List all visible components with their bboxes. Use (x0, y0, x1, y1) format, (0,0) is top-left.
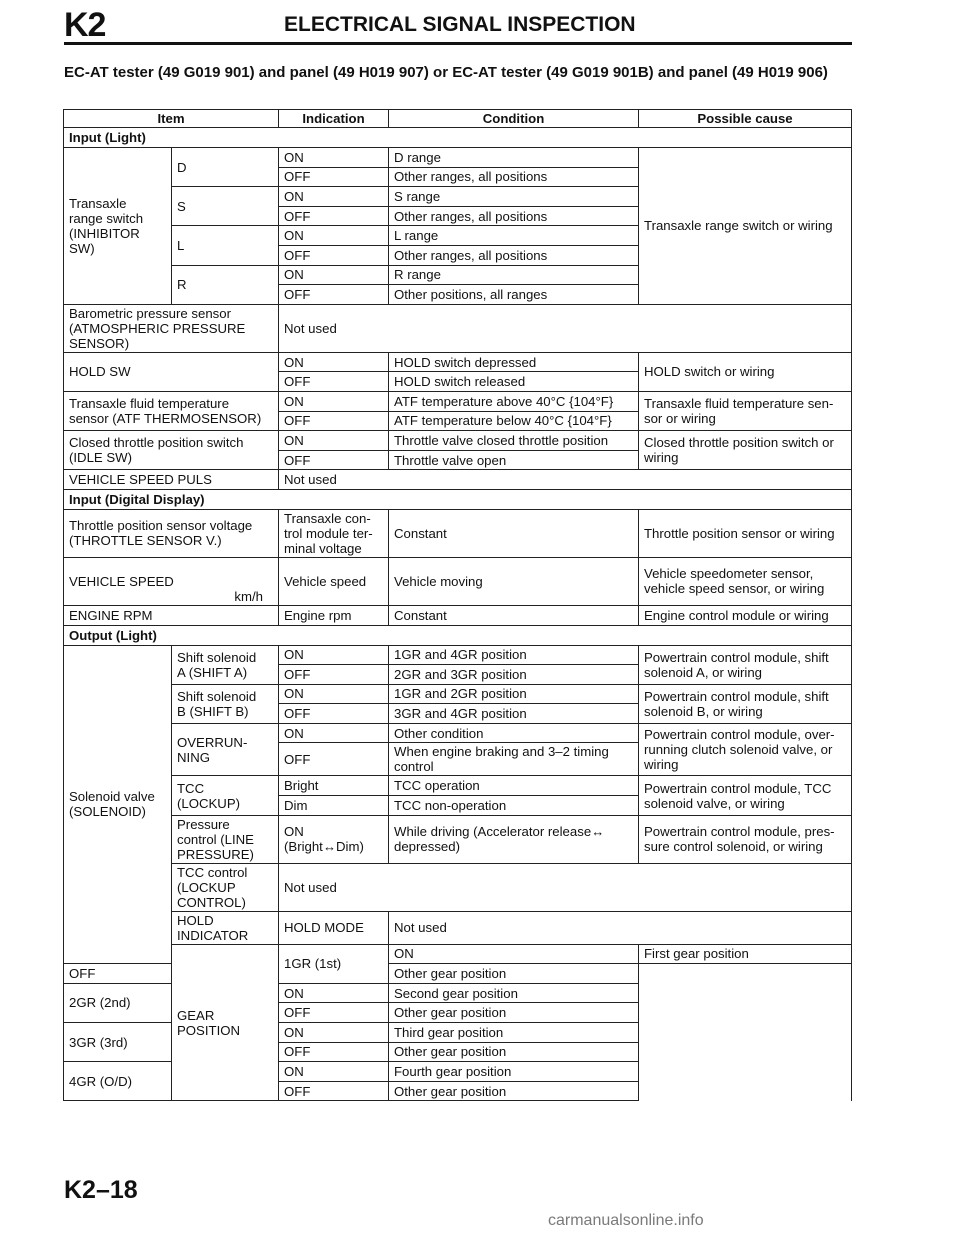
condition-cell: Other gear position (389, 1042, 639, 1062)
table-row (64, 605, 852, 625)
condition-cell: Fourth gear position (389, 1062, 639, 1082)
condition-cell: R range (389, 265, 639, 285)
item-name: Throttle position sensor voltage (THROTTLE SENSOR V.) (64, 509, 279, 557)
sub-item: 3GR (3rd) (64, 1023, 172, 1062)
sub-item: TCC (LOCKUP) (172, 776, 279, 815)
col-condition: Condition (389, 110, 639, 128)
indication-cell: Bright (279, 776, 389, 796)
table-row (64, 148, 852, 168)
item-name: ENGINE RPM (64, 605, 279, 625)
page-header (64, 6, 852, 45)
item-name: HOLD INDICATOR (172, 911, 279, 944)
condition-cell: 3GR and 4GR position (389, 704, 639, 724)
indication-cell: OFF (279, 704, 389, 724)
table-header-row (64, 110, 852, 128)
indication-cell: OFF (279, 411, 389, 431)
table-row (64, 645, 852, 665)
indication-cell: ON (Bright↔Dim) (279, 815, 389, 863)
condition-cell: Other gear position (389, 1003, 639, 1023)
indication-cell: Engine rpm (279, 605, 389, 625)
item-name: HOLD SW (64, 352, 279, 391)
table-row (64, 509, 852, 557)
table-row (64, 304, 852, 352)
indication-cell: OFF (279, 743, 389, 776)
section-row (64, 489, 852, 509)
condition-cell: ATF temperature below 40°C {104°F} (389, 411, 639, 431)
condition-cell: Other ranges, all positions (389, 167, 639, 187)
cause-cell: Transaxle fluid temperature sen- sor or wiring (639, 391, 852, 430)
page-number: K2–18 (64, 1176, 138, 1204)
condition-cell: Throttle valve closed throttle position (389, 431, 639, 451)
table-row (64, 911, 852, 944)
unit-label: km/h (234, 588, 263, 604)
indication-cell: OFF (279, 1042, 389, 1062)
condition-cell: Other positions, all ranges (389, 285, 639, 305)
table-row (64, 391, 852, 411)
condition-cell: When engine braking and 3–2 timing control (389, 743, 639, 776)
section-code: K2 (64, 6, 106, 44)
condition-cell: Throttle valve open (389, 450, 639, 470)
sub-item: R (172, 265, 279, 304)
cause-cell: Vehicle speedometer sensor, vehicle speed sensor, or wiring (639, 557, 852, 605)
condition-cell: Constant (389, 605, 639, 625)
col-item: Item (64, 110, 279, 128)
cause-cell: Engine control module or wiring (639, 605, 852, 625)
condition-cell: ATF temperature above 40°C {104°F} (389, 391, 639, 411)
indication-cell: ON (279, 684, 389, 704)
indication-cell: ON (279, 352, 389, 372)
table-row (64, 684, 852, 704)
table-row (64, 944, 852, 964)
cause-cell: Transaxle range switch or wiring (639, 148, 852, 305)
section-row (64, 128, 852, 148)
sub-item: Shift solenoid B (SHIFT B) (172, 684, 279, 723)
item-name (64, 557, 279, 605)
sub-item: Pressure control (LINE PRESSURE) (172, 815, 279, 863)
condition-cell: HOLD switch depressed (389, 352, 639, 372)
condition-cell: D range (389, 148, 639, 168)
indication-cell: ON (389, 944, 639, 964)
indication-cell: Dim (279, 796, 389, 816)
not-used-note: Not used (279, 863, 852, 911)
indication-cell: OFF (279, 285, 389, 305)
condition-cell: While driving (Accelerator release↔ depressed) (389, 815, 639, 863)
condition-cell: 2GR and 3GR position (389, 665, 639, 685)
sub-item: S (172, 187, 279, 226)
indication-cell: OFF (279, 1081, 389, 1101)
indication-cell: ON (279, 645, 389, 665)
signal-inspection-table (63, 109, 852, 1101)
condition-cell: Other condition (389, 723, 639, 743)
indication-cell: OFF (64, 964, 172, 984)
item-name: Closed throttle position switch (IDLE SW) (64, 431, 279, 470)
table-row (64, 557, 852, 605)
sub-item: HOLD MODE (279, 911, 389, 944)
table-caption: EC-AT tester (49 G019 901) and panel (49 H019 907) or EC-AT tester (49 G019 901B) and panel (49 H019 906) (64, 64, 828, 81)
cause-cell: Powertrain control module, shift solenoid A, or wiring (639, 645, 852, 684)
condition-cell: 1GR and 2GR position (389, 684, 639, 704)
table-row (64, 352, 852, 372)
item-label: VEHICLE SPEED (69, 573, 174, 589)
indication-cell: OFF (279, 372, 389, 392)
sub-item: TCC control (LOCKUP CONTROL) (172, 863, 279, 911)
condition-cell: L range (389, 226, 639, 246)
indication-cell: ON (279, 1023, 389, 1043)
sub-item: OVERRUN- NING (172, 723, 279, 776)
indication-cell: ON (279, 1062, 389, 1082)
indication-cell: OFF (279, 1003, 389, 1023)
col-possible-cause: Possible cause (639, 110, 852, 128)
condition-cell: First gear position (639, 944, 852, 964)
item-name: Transaxle range switch (INHIBITOR SW) (64, 148, 172, 305)
col-indication: Indication (279, 110, 389, 128)
condition-cell: Other gear position (389, 1081, 639, 1101)
indication-cell: ON (279, 983, 389, 1003)
condition-cell: Second gear position (389, 983, 639, 1003)
sub-item: 2GR (2nd) (64, 983, 172, 1022)
section-label: Input (Digital Display) (64, 489, 852, 509)
sub-item: L (172, 226, 279, 265)
table-row (64, 723, 852, 743)
table-row (64, 431, 852, 451)
indication-cell: ON (279, 226, 389, 246)
item-name: Transaxle fluid temperature sensor (ATF THERMOSENSOR) (64, 391, 279, 430)
indication-cell: Vehicle speed (279, 557, 389, 605)
indication-cell: ON (279, 148, 389, 168)
indication-cell: OFF (279, 245, 389, 265)
cause-cell: Closed throttle position switch or wiring (639, 431, 852, 470)
watermark: carmanualsonline.info (548, 1212, 704, 1229)
table-row (64, 470, 852, 490)
not-used-note: Not used (279, 304, 852, 352)
condition-cell: 1GR and 4GR position (389, 645, 639, 665)
cause-cell: Powertrain control module, over- running clutch solenoid valve, or wiring (639, 723, 852, 776)
condition-cell: Constant (389, 509, 639, 557)
sub-item: 1GR (1st) (279, 944, 389, 983)
condition-cell: Third gear position (389, 1023, 639, 1043)
table-row (64, 863, 852, 911)
table-row (64, 776, 852, 796)
table-row (64, 815, 852, 863)
indication-cell: OFF (279, 665, 389, 685)
condition-cell: Vehicle moving (389, 557, 639, 605)
indication-cell: OFF (279, 206, 389, 226)
item-name: Solenoid valve (SOLENOID) (64, 645, 172, 964)
condition-cell: Other gear position (389, 964, 639, 984)
indication-cell: ON (279, 265, 389, 285)
page-title: ELECTRICAL SIGNAL INSPECTION (284, 13, 636, 36)
indication-cell: OFF (279, 167, 389, 187)
indication-cell: OFF (279, 450, 389, 470)
not-used-note: Not used (389, 911, 852, 944)
indication-cell: ON (279, 723, 389, 743)
section-label: Output (Light) (64, 625, 852, 645)
section-row (64, 625, 852, 645)
indication-cell: ON (279, 187, 389, 207)
condition-cell: TCC non-operation (389, 796, 639, 816)
indication-cell: Transaxle con- trol module ter- minal voltage (279, 509, 389, 557)
condition-cell: TCC operation (389, 776, 639, 796)
cause-cell: HOLD switch or wiring (639, 352, 852, 391)
sub-item: 4GR (O/D) (64, 1062, 172, 1101)
indication-cell: ON (279, 391, 389, 411)
not-used-note: Not used (279, 470, 852, 490)
condition-cell: S range (389, 187, 639, 207)
item-name: GEAR POSITION (172, 944, 279, 1101)
sub-item: D (172, 148, 279, 187)
item-name: VEHICLE SPEED PULS (64, 470, 279, 490)
condition-cell: HOLD switch released (389, 372, 639, 392)
section-label: Input (Light) (64, 128, 852, 148)
cause-cell: Powertrain control module, shift solenoid B, or wiring (639, 684, 852, 723)
item-name: Barometric pressure sensor (ATMOSPHERIC PRESSURE SENSOR) (64, 304, 279, 352)
cause-cell: Powertrain control module, pres- sure control solenoid, or wiring (639, 815, 852, 863)
indication-cell: ON (279, 431, 389, 451)
cause-cell: Throttle position sensor or wiring (639, 509, 852, 557)
cause-cell: Powertrain control module, TCC solenoid valve, or wiring (639, 776, 852, 815)
sub-item: Shift solenoid A (SHIFT A) (172, 645, 279, 684)
condition-cell: Other ranges, all positions (389, 206, 639, 226)
condition-cell: Other ranges, all positions (389, 245, 639, 265)
